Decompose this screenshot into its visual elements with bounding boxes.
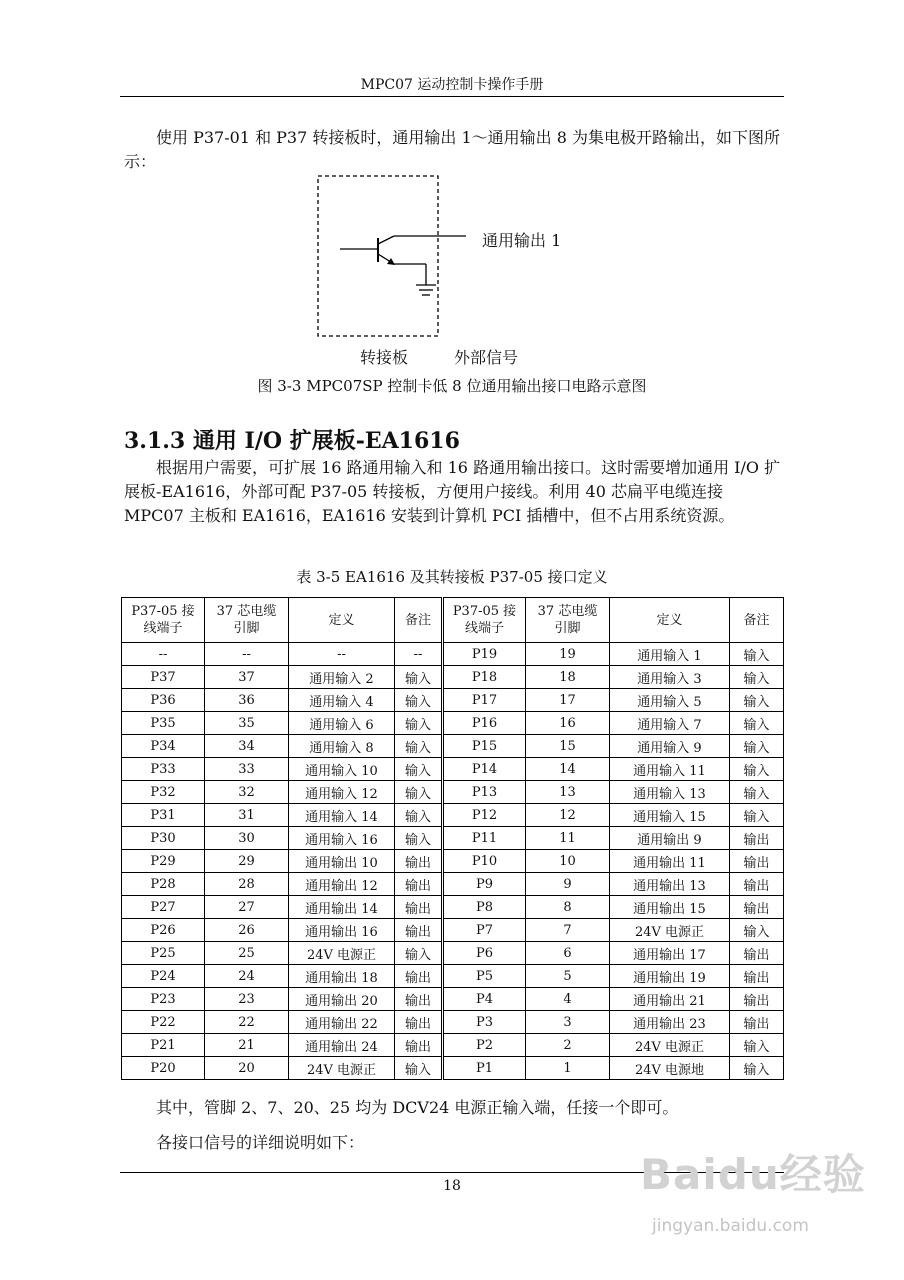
external-signal-label: 外部信号: [454, 348, 519, 367]
cell-terminal-2: P4: [443, 988, 526, 1011]
cell-cable-pin-2: 17: [526, 689, 610, 712]
cell-cable-pin: 36: [205, 689, 289, 712]
cell-remark-2: 输出: [730, 827, 784, 850]
cell-cable-pin-2: 3: [526, 1011, 610, 1034]
detail-paragraph: 各接口信号的详细说明如下：: [156, 1133, 365, 1152]
header-terminal: P37-05 接 线端子: [122, 598, 205, 643]
cell-terminal-2: P18: [443, 666, 526, 689]
header-title: MPC07 运动控制卡操作手册: [360, 77, 544, 93]
cell-cable-pin-2: 2: [526, 1034, 610, 1057]
cell-terminal: --: [122, 643, 205, 666]
cell-cable-pin: --: [205, 643, 289, 666]
cell-remark: 输入: [395, 804, 443, 827]
cell-terminal: P29: [122, 850, 205, 873]
cell-cable-pin-2: 9: [526, 873, 610, 896]
cell-remark: 输入: [395, 666, 443, 689]
cell-cable-pin-2: 12: [526, 804, 610, 827]
cell-terminal-2: P6: [443, 942, 526, 965]
cell-remark-2: 输入: [730, 758, 784, 781]
cell-definition-2: 通用输入 7: [610, 712, 730, 735]
cell-cable-pin-2: 11: [526, 827, 610, 850]
cell-definition-2: 通用输入 3: [610, 666, 730, 689]
cell-remark-2: 输入: [730, 735, 784, 758]
cell-terminal: P36: [122, 689, 205, 712]
watermark-url: jingyan.baidu.com: [652, 1216, 809, 1236]
cell-cable-pin: 33: [205, 758, 289, 781]
cell-definition-2: 24V 电源正: [610, 919, 730, 942]
output-label: 通用输出 1: [482, 231, 562, 250]
cell-remark-2: 输入: [730, 781, 784, 804]
cell-cable-pin: 30: [205, 827, 289, 850]
cell-remark-2: 输入: [730, 689, 784, 712]
table-row: [122, 643, 784, 666]
emitter-arrow-icon: [387, 258, 395, 265]
cell-terminal: P25: [122, 942, 205, 965]
circuit-diagram: [0, 0, 904, 400]
cell-definition-2: 通用输入 15: [610, 804, 730, 827]
cell-terminal: P21: [122, 1034, 205, 1057]
cell-terminal-2: P5: [443, 965, 526, 988]
cell-definition: 通用输出 20: [289, 988, 395, 1011]
cell-terminal-2: P1: [443, 1057, 526, 1080]
adapter-board-boundary: [318, 176, 438, 336]
cell-cable-pin-2: 5: [526, 965, 610, 988]
cell-definition-2: 通用输入 9: [610, 735, 730, 758]
cell-definition: --: [289, 643, 395, 666]
collector-lead: [378, 236, 394, 244]
cell-cable-pin: 32: [205, 781, 289, 804]
figure-caption: 图 3-3 MPC07SP 控制卡低 8 位通用输出接口电路示意图: [257, 377, 647, 395]
cell-definition: 24V 电源正: [289, 942, 395, 965]
cell-remark-2: 输出: [730, 896, 784, 919]
cell-cable-pin: 23: [205, 988, 289, 1011]
cell-terminal: P28: [122, 873, 205, 896]
cell-terminal-2: P2: [443, 1034, 526, 1057]
cell-remark: 输入: [395, 781, 443, 804]
cell-remark-2: 输入: [730, 666, 784, 689]
cell-cable-pin-2: 13: [526, 781, 610, 804]
table-row: [122, 781, 784, 804]
cell-definition: 24V 电源正: [289, 1057, 395, 1080]
cell-definition-2: 通用输出 9: [610, 827, 730, 850]
cell-cable-pin: 28: [205, 873, 289, 896]
cell-definition-2: 通用输出 11: [610, 850, 730, 873]
section-heading: 3.1.3 通用 I/O 扩展板-EA1616: [124, 428, 460, 454]
cell-definition: 通用输出 22: [289, 1011, 395, 1034]
cell-terminal: P23: [122, 988, 205, 1011]
cell-cable-pin: 29: [205, 850, 289, 873]
cell-definition: 通用输入 4: [289, 689, 395, 712]
cell-terminal-2: P9: [443, 873, 526, 896]
cell-definition: 通用输出 10: [289, 850, 395, 873]
cell-terminal-2: P15: [443, 735, 526, 758]
cell-remark-2: 输出: [730, 942, 784, 965]
cell-definition: 通用输出 18: [289, 965, 395, 988]
cell-cable-pin-2: 14: [526, 758, 610, 781]
cell-remark: 输出: [395, 919, 443, 942]
cell-cable-pin: 27: [205, 896, 289, 919]
cell-terminal-2: P11: [443, 827, 526, 850]
cell-remark-2: 输出: [730, 965, 784, 988]
cell-definition-2: 24V 电源正: [610, 1034, 730, 1057]
table-row: [122, 1034, 784, 1057]
cell-remark: 输出: [395, 1034, 443, 1057]
cell-remark-2: 输入: [730, 712, 784, 735]
cell-definition-2: 通用输出 19: [610, 965, 730, 988]
intro-paragraph: 使用 P37-01 和 P37 转接板时，通用输出 1～通用输出 8 为集电极开路输出，如下图所示：: [124, 128, 780, 171]
cell-definition-2: 通用输出 13: [610, 873, 730, 896]
cell-definition-2: 通用输出 23: [610, 1011, 730, 1034]
page-number: 18: [443, 1178, 461, 1194]
cell-remark: 输入: [395, 758, 443, 781]
table-row: [122, 942, 784, 965]
cell-terminal: P33: [122, 758, 205, 781]
cell-definition: 通用输入 2: [289, 666, 395, 689]
table-row: [122, 896, 784, 919]
cell-definition: 通用输出 24: [289, 1034, 395, 1057]
cell-terminal: P30: [122, 827, 205, 850]
interface-table: [121, 597, 784, 1080]
cell-terminal-2: P14: [443, 758, 526, 781]
cell-cable-pin-2: 18: [526, 666, 610, 689]
watermark-brand: Baidu经验: [640, 1150, 866, 1199]
cell-terminal: P22: [122, 1011, 205, 1034]
header-remark: 备注: [395, 598, 443, 643]
cell-remark-2: 输入: [730, 919, 784, 942]
cell-cable-pin: 35: [205, 712, 289, 735]
cell-definition-2: 通用输入 5: [610, 689, 730, 712]
table-row: [122, 965, 784, 988]
cell-terminal: P37: [122, 666, 205, 689]
cell-cable-pin-2: 1: [526, 1057, 610, 1080]
cell-terminal-2: P13: [443, 781, 526, 804]
cell-terminal: P24: [122, 965, 205, 988]
cell-cable-pin-2: 10: [526, 850, 610, 873]
cell-cable-pin: 25: [205, 942, 289, 965]
cell-cable-pin-2: 6: [526, 942, 610, 965]
header-remark-2: 备注: [730, 598, 784, 643]
note-paragraph: 其中，管脚 2、7、20、25 均为 DCV24 电源正输入端，任接一个即可。: [156, 1098, 679, 1117]
table-header-row: [122, 598, 784, 643]
cell-cable-pin-2: 7: [526, 919, 610, 942]
cell-cable-pin: 31: [205, 804, 289, 827]
cell-remark: 输入: [395, 942, 443, 965]
header-cable-pin: 37 芯电缆 引脚: [205, 598, 289, 643]
header-terminal-2: P37-05 接 线端子: [443, 598, 526, 643]
cell-definition-2: 通用输入 11: [610, 758, 730, 781]
table-row: [122, 804, 784, 827]
cell-terminal-2: P8: [443, 896, 526, 919]
cell-remark: 输入: [395, 689, 443, 712]
cell-definition: 通用输入 16: [289, 827, 395, 850]
cell-definition-2: 通用输出 17: [610, 942, 730, 965]
table-row: [122, 873, 784, 896]
cell-remark: 输出: [395, 873, 443, 896]
table-row: [122, 988, 784, 1011]
cell-terminal: P32: [122, 781, 205, 804]
cell-cable-pin: 22: [205, 1011, 289, 1034]
cell-cable-pin-2: 16: [526, 712, 610, 735]
table-row: [122, 735, 784, 758]
cell-remark: 输入: [395, 1057, 443, 1080]
cell-definition: 通用输入 6: [289, 712, 395, 735]
cell-terminal-2: P10: [443, 850, 526, 873]
section-paragraph: 根据用户需要，可扩展 16 路通用输入和 16 路通用输出接口。这时需要增加通用 I/O 扩展板-EA1616，外部可配 P37-05 转接板，方便用户接线。利用 40 芯扁平电缆连接 MPC07 主板和 EA1616，EA1616 安装到计算机 PCI 插槽中，但不占用系统资源。: [124, 458, 781, 525]
cell-terminal-2: P3: [443, 1011, 526, 1034]
cell-terminal-2: P12: [443, 804, 526, 827]
table-row: [122, 666, 784, 689]
cell-cable-pin: 34: [205, 735, 289, 758]
cell-remark-2: 输出: [730, 988, 784, 1011]
cell-definition: 通用输出 12: [289, 873, 395, 896]
cell-remark: 输出: [395, 1011, 443, 1034]
cell-remark-2: 输入: [730, 1034, 784, 1057]
cell-definition: 通用输入 10: [289, 758, 395, 781]
cell-definition: 通用输入 12: [289, 781, 395, 804]
cell-terminal: P34: [122, 735, 205, 758]
cell-terminal-2: P16: [443, 712, 526, 735]
cell-cable-pin: 21: [205, 1034, 289, 1057]
watermark: [640, 1142, 870, 1254]
cell-definition: 通用输入 8: [289, 735, 395, 758]
table-caption: 表 3-5 EA1616 及其转接板 P37-05 接口定义: [296, 568, 608, 586]
cell-remark-2: 输出: [730, 850, 784, 873]
cell-cable-pin-2: 4: [526, 988, 610, 1011]
cell-terminal-2: P7: [443, 919, 526, 942]
cell-cable-pin: 24: [205, 965, 289, 988]
cell-definition: 通用输出 16: [289, 919, 395, 942]
cell-remark: 输入: [395, 827, 443, 850]
table-row: [122, 689, 784, 712]
ground-icon: [416, 285, 436, 295]
cell-remark-2: 输入: [730, 643, 784, 666]
cell-terminal: P26: [122, 919, 205, 942]
cell-remark: 输出: [395, 896, 443, 919]
cell-cable-pin: 37: [205, 666, 289, 689]
cell-terminal: P20: [122, 1057, 205, 1080]
cell-remark: --: [395, 643, 443, 666]
header-cable-pin-2: 37 芯电缆 引脚: [526, 598, 610, 643]
table-row: [122, 712, 784, 735]
table-row: [122, 827, 784, 850]
cell-terminal: P31: [122, 804, 205, 827]
cell-remark: 输出: [395, 965, 443, 988]
cell-definition-2: 24V 电源地: [610, 1057, 730, 1080]
cell-remark-2: 输出: [730, 873, 784, 896]
cell-definition: 通用输出 14: [289, 896, 395, 919]
cell-definition: 通用输入 14: [289, 804, 395, 827]
cell-definition-2: 通用输入 1: [610, 643, 730, 666]
header-rule: [120, 96, 784, 97]
cell-remark: 输入: [395, 735, 443, 758]
emitter-lead: [378, 254, 394, 264]
cell-terminal-2: P17: [443, 689, 526, 712]
table-row: [122, 919, 784, 942]
cell-terminal-2: P19: [443, 643, 526, 666]
cell-terminal: P35: [122, 712, 205, 735]
cell-cable-pin-2: 8: [526, 896, 610, 919]
cell-cable-pin-2: 15: [526, 735, 610, 758]
cell-remark: 输出: [395, 988, 443, 1011]
cell-remark: 输出: [395, 850, 443, 873]
cell-remark-2: 输入: [730, 1057, 784, 1080]
cell-cable-pin-2: 19: [526, 643, 610, 666]
cell-terminal: P27: [122, 896, 205, 919]
board-label: 转接板: [360, 348, 409, 367]
cell-definition-2: 通用输入 13: [610, 781, 730, 804]
cell-cable-pin: 20: [205, 1057, 289, 1080]
cell-remark-2: 输出: [730, 1011, 784, 1034]
table-row: [122, 1011, 784, 1034]
cell-definition-2: 通用输出 15: [610, 896, 730, 919]
cell-remark-2: 输入: [730, 804, 784, 827]
cell-remark: 输入: [395, 712, 443, 735]
table-row: [122, 1057, 784, 1080]
table-row: [122, 758, 784, 781]
header-definition-2: 定义: [610, 598, 730, 643]
cell-cable-pin: 26: [205, 919, 289, 942]
table-row: [122, 850, 784, 873]
cell-definition-2: 通用输出 21: [610, 988, 730, 1011]
header-definition: 定义: [289, 598, 395, 643]
